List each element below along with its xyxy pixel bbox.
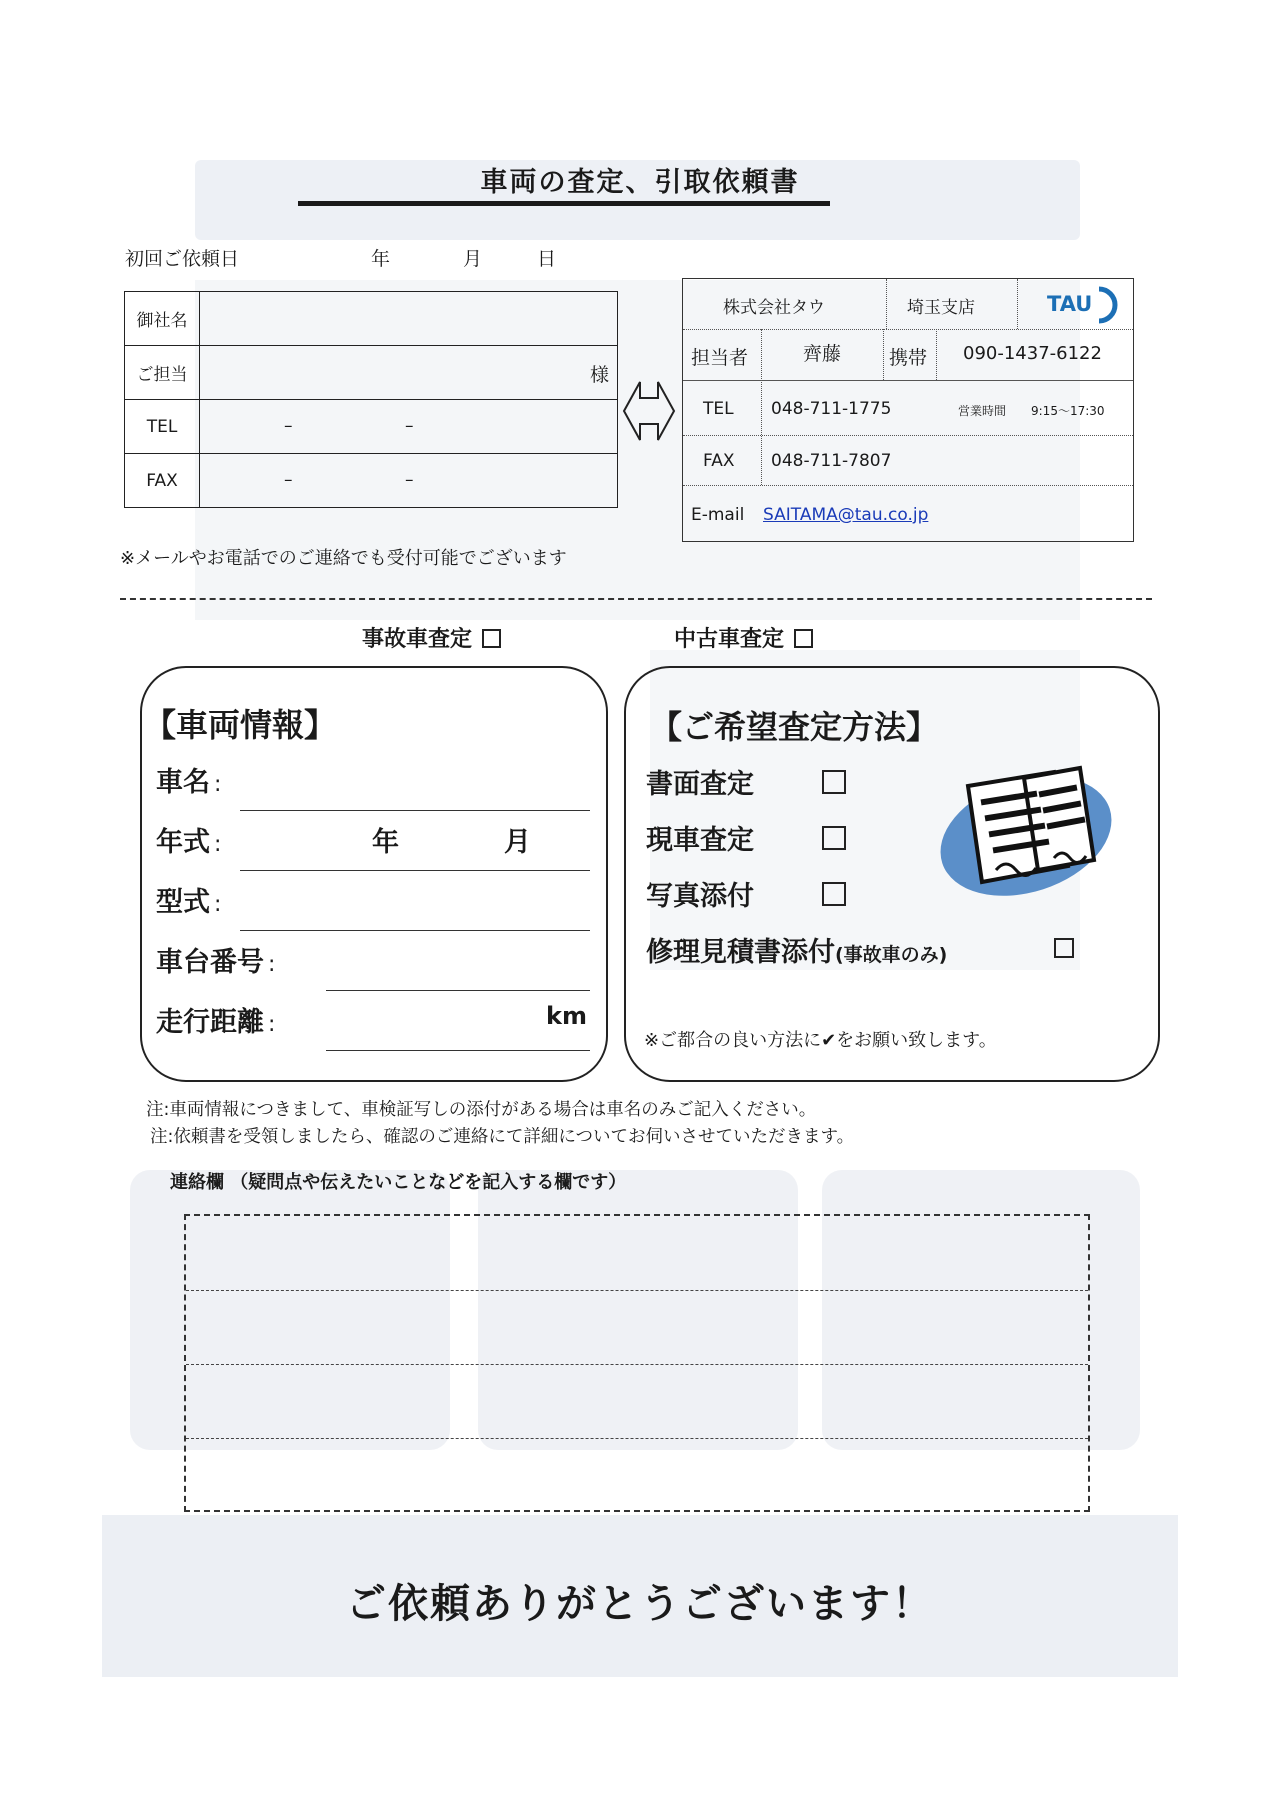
colon: : [214,772,222,797]
tau-divider-v1 [886,279,887,329]
fax-dash-1: – [284,470,293,490]
vehicle-info-panel [140,666,608,1082]
method-photo-label: 写真添付 [646,881,754,912]
customer-info-table [124,291,618,508]
fax-field[interactable] [200,454,618,508]
model-year-line[interactable] [240,870,590,871]
business-hours-label: 営業時間 [958,404,1007,418]
method-onsite-checkbox[interactable] [822,826,846,850]
contact-field-box[interactable] [184,1214,1090,1512]
method-repair-note: (事故車のみ) [835,944,948,966]
accident-assessment-checkbox[interactable] [482,629,501,648]
tau-tel-number: 048-711-1775 [771,399,892,419]
contact-line-3 [186,1438,1088,1439]
tau-divider-v4 [883,329,884,380]
date-day-label: 日 [537,248,557,270]
contact-field-label: 連絡欄 （疑問点や伝えたいことなどを記入する欄です） [170,1172,627,1193]
colon: : [268,1012,276,1037]
double-arrow-icon [622,376,676,446]
email-label: E-mail [691,505,745,525]
tau-divider-h3 [683,485,1133,486]
model-year-row [156,820,221,859]
colon: : [268,952,276,977]
model-type-row [156,880,221,919]
cut-line [120,598,1152,600]
contact-field[interactable] [200,346,618,400]
fax-label: FAX [125,454,200,508]
mileage-label: 走行距離 [156,1007,264,1038]
car-name-label: 車名 [156,767,210,798]
method-document-checkbox[interactable] [822,770,846,794]
staff-label: 担当者 [691,347,749,369]
method-photo-checkbox[interactable] [822,882,846,906]
date-year-label: 年 [371,248,391,270]
used-assessment-option[interactable] [674,622,813,653]
thank-you-message: ご依頼ありがとうございます！ [346,1581,934,1627]
used-assessment-checkbox[interactable] [794,629,813,648]
contact-label: ご担当 [125,346,200,400]
tel-field[interactable] [200,400,618,454]
model-type-label: 型式 [156,887,210,918]
colon: : [214,832,222,857]
model-year-label: 年式 [156,827,210,858]
tel-dash-2: – [405,416,414,436]
accident-assessment-option[interactable] [362,622,501,653]
mobile-label: 携帯 [889,347,928,369]
method-repair-label: 修理見積書添付 [646,937,835,968]
method-document-label: 書面査定 [646,769,754,800]
tel-dash-1: – [284,416,293,436]
mileage-line[interactable] [326,1050,590,1051]
tau-fax-label: FAX [703,451,735,471]
chassis-number-row [156,940,275,979]
honorific: 様 [590,364,610,386]
contact-line-1 [186,1290,1088,1291]
contact-line-2 [186,1364,1088,1365]
used-assessment-label: 中古車査定 [674,627,785,652]
method-repair-checkbox[interactable] [1054,938,1074,958]
business-hours: 9:15～17:30 [1031,404,1105,418]
staff-name: 齊藤 [803,343,842,365]
model-year-unit: 年 [372,827,399,858]
mobile-number: 090-1437-6122 [963,343,1102,364]
tau-fax-number: 048-711-7807 [771,451,892,471]
date-month-label: 月 [463,248,483,270]
tau-divider-h4 [683,380,1133,381]
tau-branch: 埼玉支店 [907,298,975,318]
tau-contact-box [682,278,1134,542]
tau-tel-label: TEL [703,399,734,419]
note-2: 注:依頼書を受領しましたら、確認のご連絡にて詳細についてお伺いさせていただきます。 [150,1127,855,1147]
vehicle-info-title: 【車両情報】 [144,706,337,744]
method-repair[interactable] [646,930,947,969]
chassis-number-label: 車台番号 [156,947,264,978]
tau-divider-v2 [1017,279,1018,329]
method-photo[interactable] [646,874,754,913]
contact-note: ※メールやお電話でのご連絡でも受付可能でございます [120,548,567,569]
car-name-line[interactable] [240,810,590,811]
tau-logo [1035,285,1125,325]
note-1: 注:車両情報につきまして、車検証写しの添付がある場合は車名のみご記入ください。 [146,1100,817,1120]
car-name-row [156,760,221,799]
mileage-row [156,1000,275,1039]
method-onsite-label: 現車査定 [646,825,754,856]
tau-divider-h2 [683,435,1133,436]
colon: : [214,892,222,917]
method-onsite[interactable] [646,818,754,857]
tel-label: TEL [125,400,200,454]
company-label: 御社名 [125,292,200,346]
tau-divider-v3 [761,329,762,485]
mileage-unit: km [546,1002,587,1030]
method-document[interactable] [646,762,754,801]
accident-assessment-label: 事故車査定 [362,627,473,652]
email-link[interactable]: SAITAMA@tau.co.jp [763,505,929,525]
assessment-method-title: 【ご希望査定方法】 [650,708,939,746]
form-title: 車両の査定、引取依頼書 [480,167,800,198]
request-date-label: 初回ご依頼日 [125,248,240,270]
model-type-line[interactable] [240,930,590,931]
company-field[interactable] [200,292,618,346]
assessment-method-panel [624,666,1160,1082]
tau-logo-text: TAU [1047,292,1093,316]
method-note: ※ご都合の良い方法に✔をお願い致します。 [644,1030,997,1051]
model-month-unit: 月 [504,827,531,858]
chassis-number-line[interactable] [326,990,590,991]
tau-company: 株式会社タウ [723,298,825,318]
document-icon [926,748,1126,918]
tau-divider-h1 [683,329,1133,330]
tau-divider-v5 [936,329,937,380]
title-underline [298,201,830,206]
fax-dash-2: – [405,470,414,490]
